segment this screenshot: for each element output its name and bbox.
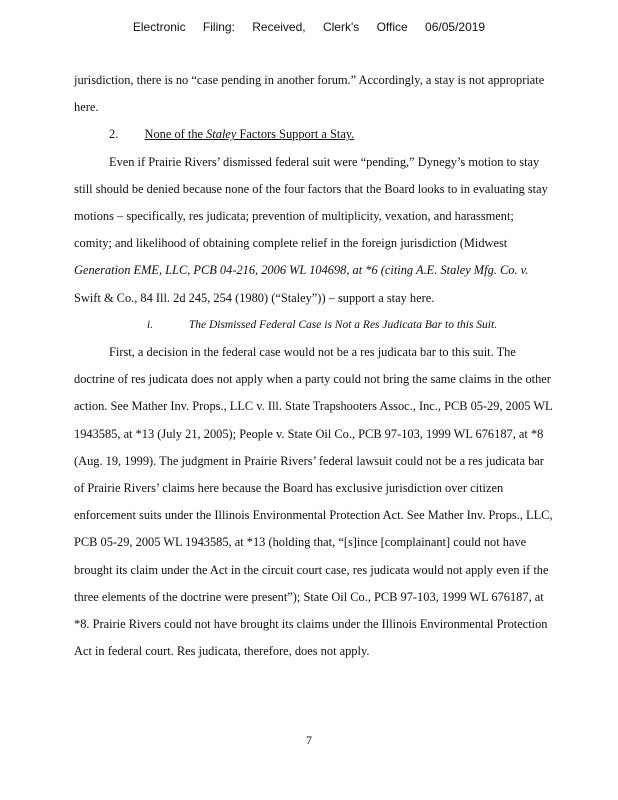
body-line: First, a decision in the federal case would not be a res judicata bar to this suit. The (109, 345, 516, 360)
body-line: 1943585, at *13 (July 21, 2005); People v. State Oil Co., PCB 97-103, 1999 WL 676187, at *8 (74, 426, 544, 441)
body-line: jurisdiction, there is no “case pending in another forum.” Accordingly, a stay is not appropriate (74, 73, 545, 87)
page-number: 7 (306, 733, 312, 747)
body-line: still should be denied because none of the four factors that the Board looks to in evaluating stay (74, 181, 548, 196)
body-line: enforcement suits under the Illinois Environmental Protection Act. See Mather Inv. Props., LLC, (74, 508, 553, 523)
section-title-staley: Staley (206, 127, 237, 142)
body-line: motions – specifically, res judicata; prevention of multiplicity, vexation, and harassment; (74, 209, 514, 224)
subsection-title: The Dismissed Federal Case is Not a Res Judicata Bar to this Suit. (188, 318, 498, 331)
body-line: three elements of the doctrine were present”); State Oil Co., PCB 97-103, 1999 WL 676187, at (74, 589, 544, 604)
document-body (74, 67, 590, 665)
body-line: (Aug. 19, 1999). The judgment in Prairie Rivers’ federal lawsuit could not be a res judicata bar (74, 453, 544, 468)
section-title-post: Factors Support a Stay. (236, 127, 355, 142)
section-heading (74, 121, 590, 148)
body-line: action. See Mather Inv. Props., LLC v. Ill. State Trapshooters Assoc., Inc., PCB 05-29, 2005 WL (74, 399, 553, 414)
section-title-pre: None of the (144, 127, 207, 142)
body-line: Even if Prairie Rivers’ dismissed federal suit were “pending,” Dynegy’s motion to stay (109, 154, 540, 169)
body-line: *8. Prairie Rivers could not have brought its claims under the Illinois Environmental Protection (74, 617, 548, 632)
body-line: Act in federal court. Res judicata, therefore, does not apply. (74, 644, 370, 659)
section-title (145, 127, 355, 141)
body-line: doctrine of res judicata does not apply when a party could not bring the same claims in the other (74, 372, 551, 387)
body-line: brought its claim under the Act in the circuit court case, res judicata would not apply even if the (74, 562, 549, 577)
filing-header: Electronic Filing: Received, Clerk's Office 06/05/2019 (132, 20, 486, 34)
body-line: Swift & Co., 84 Ill. 2d 245, 254 (1980) (“Staley”)) – support a stay here. (74, 290, 435, 305)
body-line: here. (74, 100, 99, 115)
subsection-heading (74, 312, 590, 339)
body-line: comity; and likelihood of obtaining complete relief in the foreign jurisdiction (Midwest (74, 236, 508, 251)
subsection-number: i. (147, 318, 154, 331)
body-line: Generation EME, LLC, PCB 04-216, 2006 WL 104698, at *6 (citing A.E. Staley Mfg. Co. v. (74, 263, 529, 278)
section-number: 2. (109, 127, 119, 142)
body-line: PCB 05-29, 2005 WL 1943585, at *13 (holding that, “[s]ince [complainant] could not have (74, 535, 527, 550)
body-line: of Prairie Rivers’ claims here because the Board has exclusive jurisdiction over citizen (74, 481, 504, 496)
